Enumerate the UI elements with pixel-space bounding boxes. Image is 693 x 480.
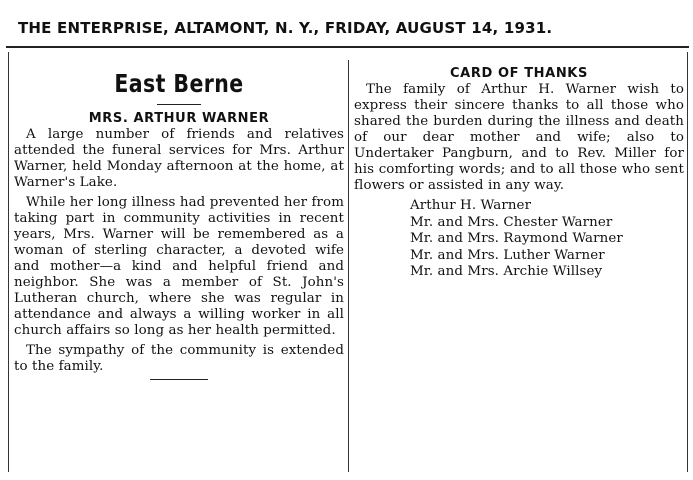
signature-line: Arthur H. Warner <box>410 198 532 213</box>
signature-line: Mr. and Mrs. Raymond Warner <box>410 231 623 246</box>
signature-line: Mr. and Mrs. Archie Willsey <box>410 264 603 279</box>
obituary-paragraph: A large number of friends and relatives attended the funeral services for Mrs. Arthur Warner, held Monday afternoon at the home, at Warner's Lake. <box>14 127 344 190</box>
column-divider <box>348 60 349 472</box>
heading-rule <box>157 104 201 105</box>
obituary-paragraph: While her long illness had prevented her from taking part in community activities in recent years, Mrs. Warner will be remembered as a woman of sterling character, a devoted wife and mother—a kind and helpful friend and neighbor. She was a member of St. John's Lutheran church, where she was regular in attendance and always a willing worker in all church affairs so long as her health permitted. <box>14 195 344 338</box>
signature-line: Mr. and Mrs. Chester Warner <box>410 214 613 230</box>
obituary-column <box>14 58 344 380</box>
signature-list <box>410 198 684 281</box>
card-of-thanks-body: The family of Arthur H. Warner wish to express their sincere thanks to all those who shared the burden during the illness and death of our dear mother and wife; also to Undertaker Pangburn, and to Rev. Miller for his comforting words; and to all those who sent flowers or assisted in any way. <box>354 82 684 193</box>
signature-line: Mr. and Mrs. Luther Warner <box>410 247 605 263</box>
section-heading: East Berne <box>114 69 244 98</box>
newspaper-masthead: THE ENTERPRISE, ALTAMONT, N. Y., FRIDAY, AUGUST 14, 1931. <box>18 19 553 37</box>
card-of-thanks-column <box>354 60 684 281</box>
left-edge-rule <box>8 52 9 472</box>
obituary-paragraph: The sympathy of the community is extended to the family. <box>14 343 344 374</box>
right-edge-rule <box>687 52 688 472</box>
obituary-subheading: MRS. ARTHUR WARNER <box>88 111 270 126</box>
end-rule <box>150 379 208 380</box>
masthead-rule <box>6 46 689 48</box>
card-of-thanks-heading: CARD OF THANKS <box>450 66 588 81</box>
